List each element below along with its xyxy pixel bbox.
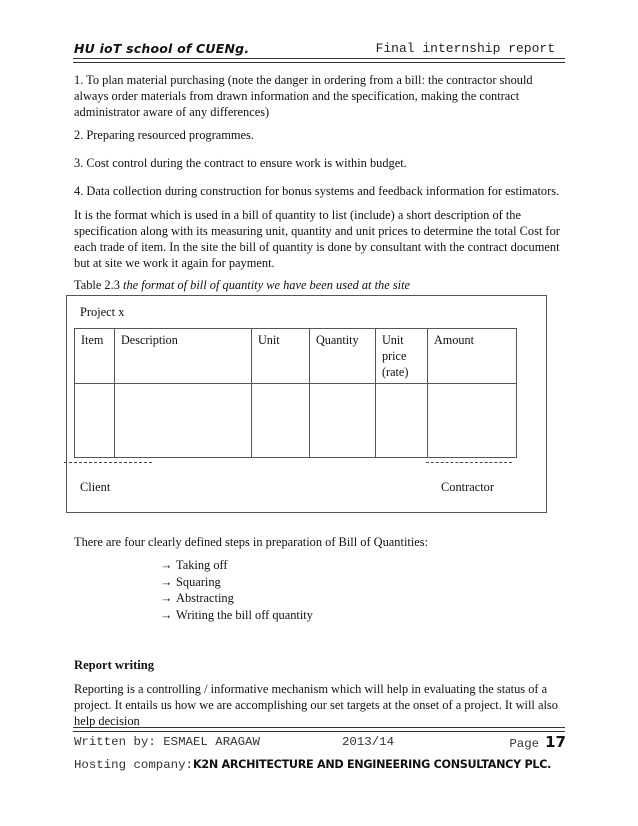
footer-rule [73, 727, 565, 728]
footer-hosting-company [74, 758, 566, 772]
unit-price-line-3: (rate) [382, 365, 409, 379]
company-name: K2N ARCHITECTURE AND ENGINEERING CONSULTANCY PLC. [192, 758, 552, 771]
page-label: Page [509, 737, 540, 751]
project-label: Project x [80, 305, 125, 319]
table-cell [115, 384, 252, 458]
step-label: Squaring [176, 574, 221, 589]
footer-page [509, 733, 566, 751]
list-item-3: 3. Cost control during the contract to ensure work is within budget. [74, 156, 407, 170]
column-header-amount: Amount [428, 329, 517, 384]
report-paragraph: Reporting is a controlling / informative mechanism which will help in evaluating the status of a project. It entails us how we are accomplishing our set targets at the onset of a project. It will also help decision [74, 682, 558, 728]
list-item [160, 557, 313, 574]
step-label: Taking off [176, 558, 228, 572]
table-caption-text: the format of bill of quantity we have been used at the site [119, 278, 411, 292]
table-header-row [75, 329, 517, 384]
step-label: Abstracting [176, 591, 234, 605]
header-rule [73, 58, 565, 59]
list-item [160, 590, 313, 607]
unit-price-line-2: price [382, 349, 407, 363]
list-item [160, 574, 313, 591]
steps-intro: There are four clearly defined steps in preparation of Bill of Quantities: [74, 535, 429, 549]
boq-format-paragraph: It is the format which is used in a bill of quantity to list (include) a short description of the specification along with its measuring unit, quantity and unit prices to determine the total Cost for each trade of item. In the site the bill of quantity is done by consultant with the contract document but at site we work it again for payment. [74, 208, 560, 270]
page-number: 17 [545, 733, 566, 751]
client-signature-line [64, 462, 152, 463]
table-cell [75, 384, 115, 458]
column-header-quantity: Quantity [310, 329, 376, 384]
table-row [75, 384, 517, 458]
list-item [160, 607, 313, 624]
header-school-name: HU ioT school of CUENg. [74, 41, 250, 56]
section-heading: Report writing [74, 658, 155, 672]
footer-author: Written by: ESMAEL ARAGAW [74, 735, 260, 749]
footer-year: 2013/14 [342, 735, 395, 749]
table-cell [310, 384, 376, 458]
table-cell [252, 384, 310, 458]
steps-list [160, 557, 313, 623]
table-cell [428, 384, 517, 458]
hosting-label: Hosting company: [74, 758, 193, 772]
table-caption-number: Table 2.3 [74, 278, 120, 292]
list-item-1: 1. To plan material purchasing (note the danger in ordering from a bill: the contractor should always order materials from drawn information and the specification, making the contract administrator aware of any differences) [74, 73, 533, 119]
column-header-unit-price [376, 329, 428, 384]
arrow-right-icon: → [160, 607, 173, 622]
step-label: Writing the bill off quantity [176, 607, 313, 622]
column-header-unit: Unit [252, 329, 310, 384]
table-cell [376, 384, 428, 458]
contractor-signature-line [426, 462, 512, 463]
client-label: Client [80, 480, 111, 494]
arrow-right-icon: → [160, 574, 173, 589]
contractor-label: Contractor [441, 480, 494, 494]
arrow-right-icon: → [160, 591, 173, 605]
boq-table [74, 328, 517, 458]
column-header-description: Description [115, 329, 252, 384]
footer-rule-thin [73, 731, 565, 732]
arrow-right-icon: → [160, 558, 173, 572]
list-item-2: 2. Preparing resourced programmes. [74, 128, 254, 142]
unit-price-line-1: Unit [382, 333, 404, 347]
header-report-title: Final internship report [375, 41, 555, 56]
column-header-item: Item [75, 329, 115, 384]
list-item-4: 4. Data collection during construction for bonus systems and feedback information for estimators. [74, 184, 560, 198]
table-caption [74, 277, 566, 293]
header-rule-thin [73, 62, 565, 63]
